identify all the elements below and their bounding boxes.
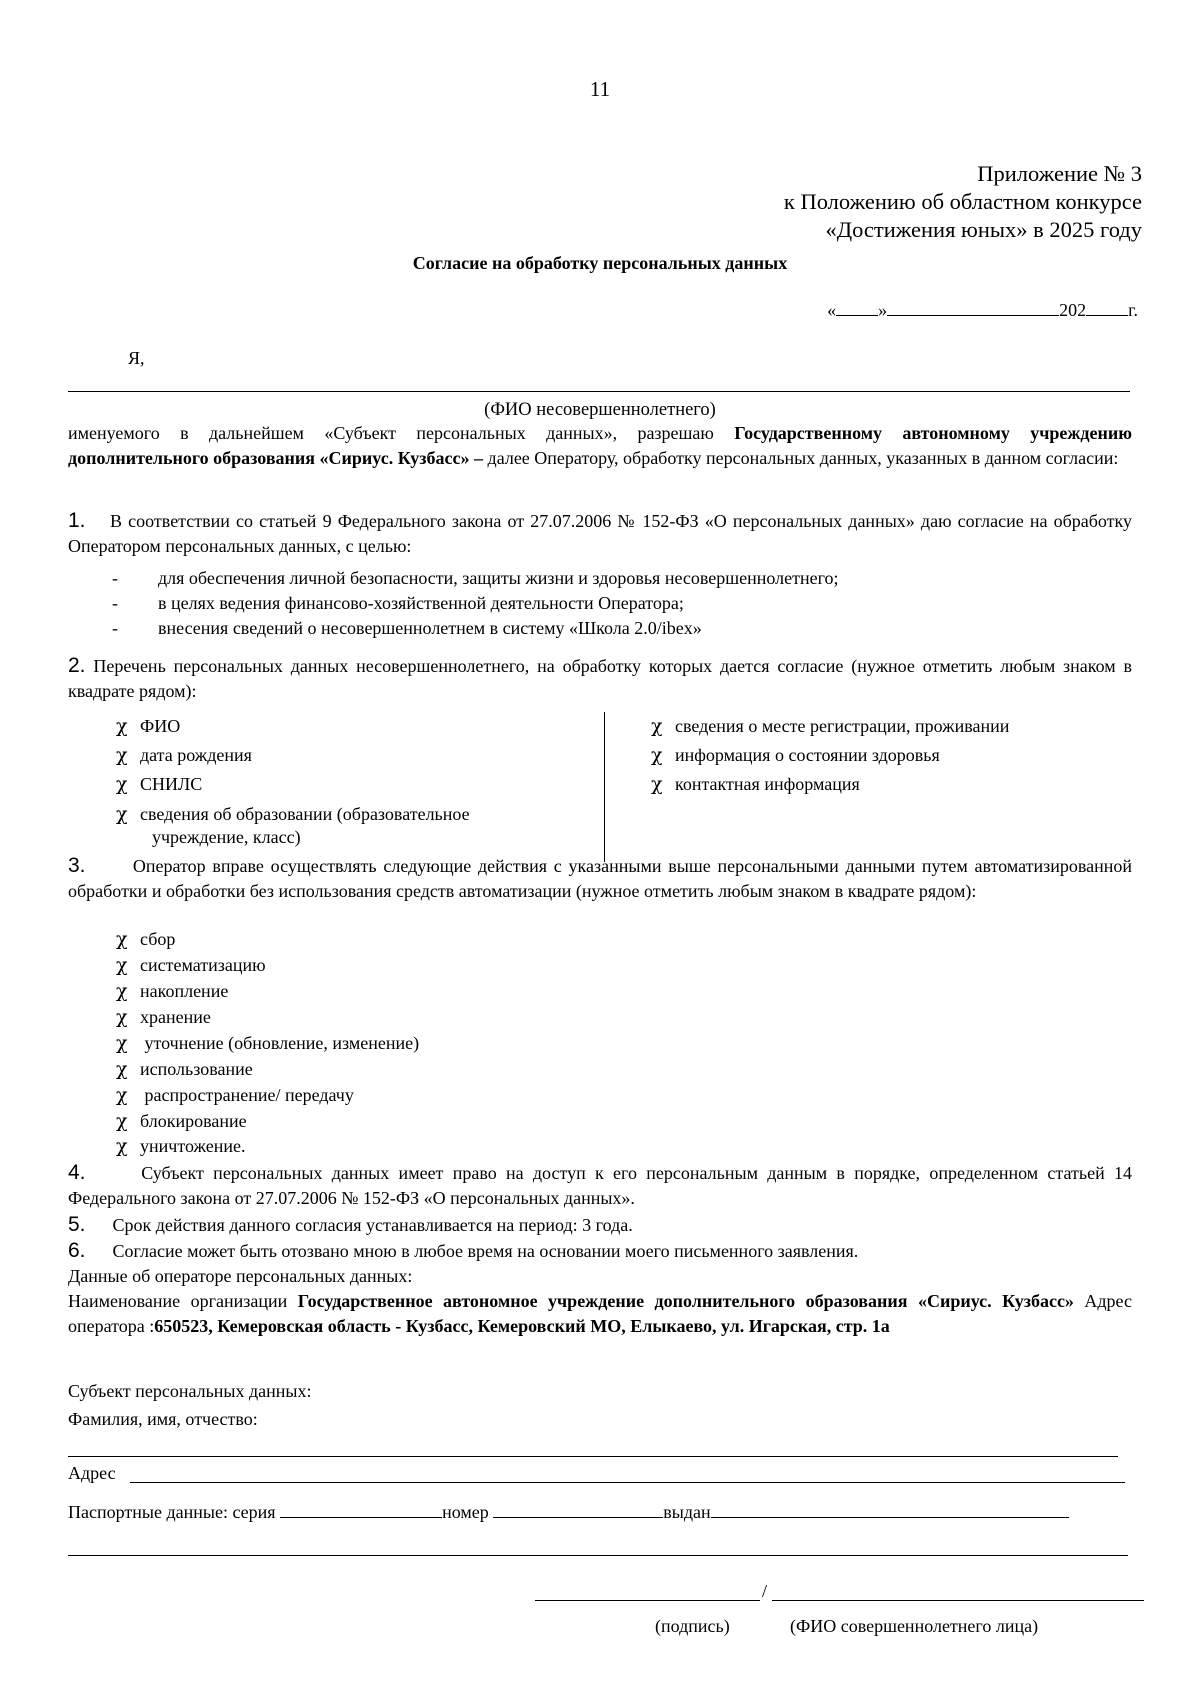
section-6-text: Согласие может быть отозвано мною в любое время на основании моего письменного заявления. (112, 1241, 859, 1261)
intro-paragraph (68, 421, 1132, 471)
check-mark-icon: χ (116, 803, 128, 825)
section-1-number: 1. (68, 509, 86, 532)
check-mark-icon: χ (116, 980, 128, 1002)
section-5-text: Срок действия данного согласия устанавливается на период: 3 года. (112, 1215, 633, 1235)
section-4-text: Субъект персональных данных имеет право на доступ к его персональным данным в порядке, определенном статьей 14 Федерального закона от 27.07.2006 № 152-ФЗ «О персональных данных». (68, 1163, 1132, 1208)
check-mark-icon: χ (116, 954, 128, 976)
operator-full-name: Государственное автономное учреждение дополнительного образования «Сириус. Кузбасс» (297, 1291, 1074, 1311)
year-suffix: г. (1128, 300, 1138, 320)
section-4-number: 4. (68, 1161, 86, 1184)
passport-issued-blank[interactable] (711, 1500, 1069, 1518)
item-label: накопление (140, 981, 229, 1001)
section-6-number: 6. (68, 1239, 86, 1262)
date-open-quote: « (827, 300, 837, 320)
checkbox-item[interactable] (116, 1005, 211, 1030)
section-3-number: 3. (68, 854, 86, 877)
operator-name-label: Наименование организации (68, 1291, 298, 1311)
check-mark-icon: χ (116, 744, 128, 766)
passport-series-blank[interactable] (280, 1500, 442, 1518)
check-mark-icon: χ (116, 1084, 128, 1106)
checkbox-item[interactable] (116, 743, 252, 768)
passport-row (68, 1500, 1069, 1525)
ya-label: Я, (128, 348, 145, 368)
item-label: сбор (140, 929, 176, 949)
item-label: использование (140, 1059, 253, 1079)
adult-fio-line[interactable] (772, 1600, 1144, 1601)
section-1-paragraph (68, 508, 1132, 559)
month-blank[interactable] (887, 298, 1059, 316)
section-1-text: В соответствии со статьей 9 Федерального закона от 27.07.2006 № 152-ФЗ «О персональных данных» даю согласие на обработку Оператором персональных данных, с целью: (68, 511, 1132, 556)
passport-series-label: Паспортные данные: серия (68, 1502, 276, 1522)
item-label: хранение (140, 1007, 211, 1027)
check-mark-icon: χ (116, 1110, 128, 1132)
date-close-quote: » (878, 300, 888, 320)
day-blank[interactable] (836, 298, 878, 316)
item-label: сведения о месте регистрации, проживании (675, 716, 1010, 736)
checkbox-item[interactable] (651, 743, 940, 768)
check-mark-icon: χ (116, 1135, 128, 1157)
intro-part-1: именуемого в дальнейшем «Субъект персональных данных», разрешаю (68, 423, 735, 443)
item-label-continuation: учреждение, класс) (152, 827, 301, 847)
passport-issued-label: выдан (663, 1502, 711, 1522)
bullet-dash: - (112, 568, 118, 588)
column-divider (604, 712, 605, 862)
signature-caption: (подпись) (655, 1616, 730, 1636)
section-2-paragraph (68, 653, 1132, 704)
check-mark-icon: χ (116, 1058, 128, 1080)
bullet-text: внесения сведений о несовершеннолетнем в систему «Школа 2.0/ibex» (158, 618, 702, 638)
subject-address-line[interactable] (130, 1482, 1125, 1483)
item-label: ФИО (140, 716, 181, 736)
intro-part-2: далее Оператору, обработку персональных данных, указанных в данном согласии: (483, 448, 1119, 468)
check-mark-icon: χ (651, 744, 663, 766)
passport-number-label: номер (442, 1502, 489, 1522)
adult-fio-caption: (ФИО совершеннолетнего лица) (790, 1616, 1039, 1636)
year-prefix: 202 (1059, 300, 1087, 320)
check-mark-icon: χ (116, 773, 128, 795)
operator-name-bold: Государственному автономному учреждению дополнительного образования «Сириус. Кузбасс» – (68, 423, 1132, 468)
subject-address-label: Адрес (68, 1463, 116, 1483)
section-3-text: Оператор вправе осуществлять следующие действия с указанными выше персональными данными путем автоматизированной обработки и обработки без использования средств автоматизации (нужное отметить любым знаком в квадрате рядом): (68, 856, 1133, 901)
operator-address-label: Адрес оператора : (68, 1291, 1132, 1336)
bullet-dash: - (112, 593, 118, 613)
appendix-line-1: Приложение № 3 (977, 161, 1142, 186)
item-label: сведения об образовании (образовательное (140, 804, 470, 824)
checkbox-item[interactable] (116, 1083, 354, 1108)
bullet-text: в целях ведения финансово-хозяйственной деятельности Оператора; (158, 593, 684, 613)
section-1-bullet (112, 567, 839, 591)
subject-fio-line[interactable] (68, 1456, 1118, 1457)
check-mark-icon: χ (116, 928, 128, 950)
signature-line[interactable] (535, 1600, 760, 1601)
checkbox-item[interactable] (116, 927, 175, 952)
checkbox-item[interactable] (116, 1134, 245, 1159)
section-5-paragraph (68, 1212, 1132, 1238)
check-mark-icon: χ (116, 715, 128, 737)
check-mark-icon: χ (651, 715, 663, 737)
checkbox-item[interactable] (116, 1031, 419, 1056)
section-2-text: Перечень персональных данных несовершеннолетнего, на обработку которых дается согласие (нужное отметить любым знаком в квадрате рядом): (68, 656, 1132, 701)
page-number: 11 (589, 77, 611, 101)
checkbox-item[interactable] (116, 802, 470, 827)
document-title: Согласие на обработку персональных данных (412, 253, 788, 273)
item-label: информация о состоянии здоровья (675, 745, 940, 765)
checkbox-item[interactable] (116, 714, 180, 739)
checkbox-item[interactable] (116, 953, 266, 978)
year-blank[interactable] (1086, 298, 1128, 316)
item-label: контактная информация (675, 774, 860, 794)
section-4-paragraph (68, 1160, 1132, 1211)
date-line (827, 298, 1138, 323)
checkbox-item[interactable] (116, 1109, 247, 1134)
signature-slash: / (762, 1581, 768, 1601)
item-label: систематизацию (140, 955, 266, 975)
section-6-paragraph (68, 1238, 1132, 1264)
checkbox-item[interactable] (116, 772, 202, 797)
appendix-line-3: «Достижения юных» в 2025 году (825, 216, 1142, 242)
item-label: распространение/ передачу (140, 1085, 354, 1105)
appendix-line-2: к Положению об областном конкурсе (783, 188, 1142, 214)
checkbox-item[interactable] (116, 1057, 253, 1082)
checkbox-item[interactable] (116, 979, 228, 1004)
item-label: уничтожение. (140, 1136, 246, 1156)
bullet-dash: - (112, 618, 118, 638)
checkbox-item[interactable] (651, 772, 860, 797)
section-1-bullet (112, 617, 702, 641)
item-label: уточнение (обновление, изменение) (140, 1033, 420, 1053)
section-1-bullet (112, 592, 684, 616)
item-label: СНИЛС (140, 774, 203, 794)
operator-address: 650523, Кемеровская область - Кузбасс, Кемеровский МО, Елыкаево, ул. Игарская, стр. 1а (154, 1316, 890, 1336)
passport-extra-line[interactable] (68, 1555, 1128, 1556)
subject-fio-label: Фамилия, имя, отчество: (68, 1409, 258, 1429)
bullet-text: для обеспечения личной безопасности, защиты жизни и здоровья несовершеннолетнего; (158, 568, 839, 588)
minor-fio-caption: (ФИО несовершеннолетнего) (484, 400, 716, 420)
item-label: дата рождения (140, 745, 252, 765)
section-3-paragraph (68, 853, 1132, 904)
minor-fio-line[interactable] (68, 391, 1130, 392)
section-5-number: 5. (68, 1213, 86, 1236)
subject-heading: Субъект персональных данных: (68, 1381, 312, 1401)
passport-number-blank[interactable] (493, 1500, 663, 1518)
operator-data-heading: Данные об операторе персональных данных: (68, 1266, 413, 1286)
check-mark-icon: χ (116, 1032, 128, 1054)
operator-data-paragraph (68, 1289, 1132, 1339)
checkbox-item[interactable] (651, 714, 1009, 739)
check-mark-icon: χ (116, 1006, 128, 1028)
check-mark-icon: χ (651, 773, 663, 795)
appendix-header (784, 160, 1142, 244)
section-2-number: 2. (68, 654, 86, 677)
item-label: блокирование (140, 1111, 247, 1131)
